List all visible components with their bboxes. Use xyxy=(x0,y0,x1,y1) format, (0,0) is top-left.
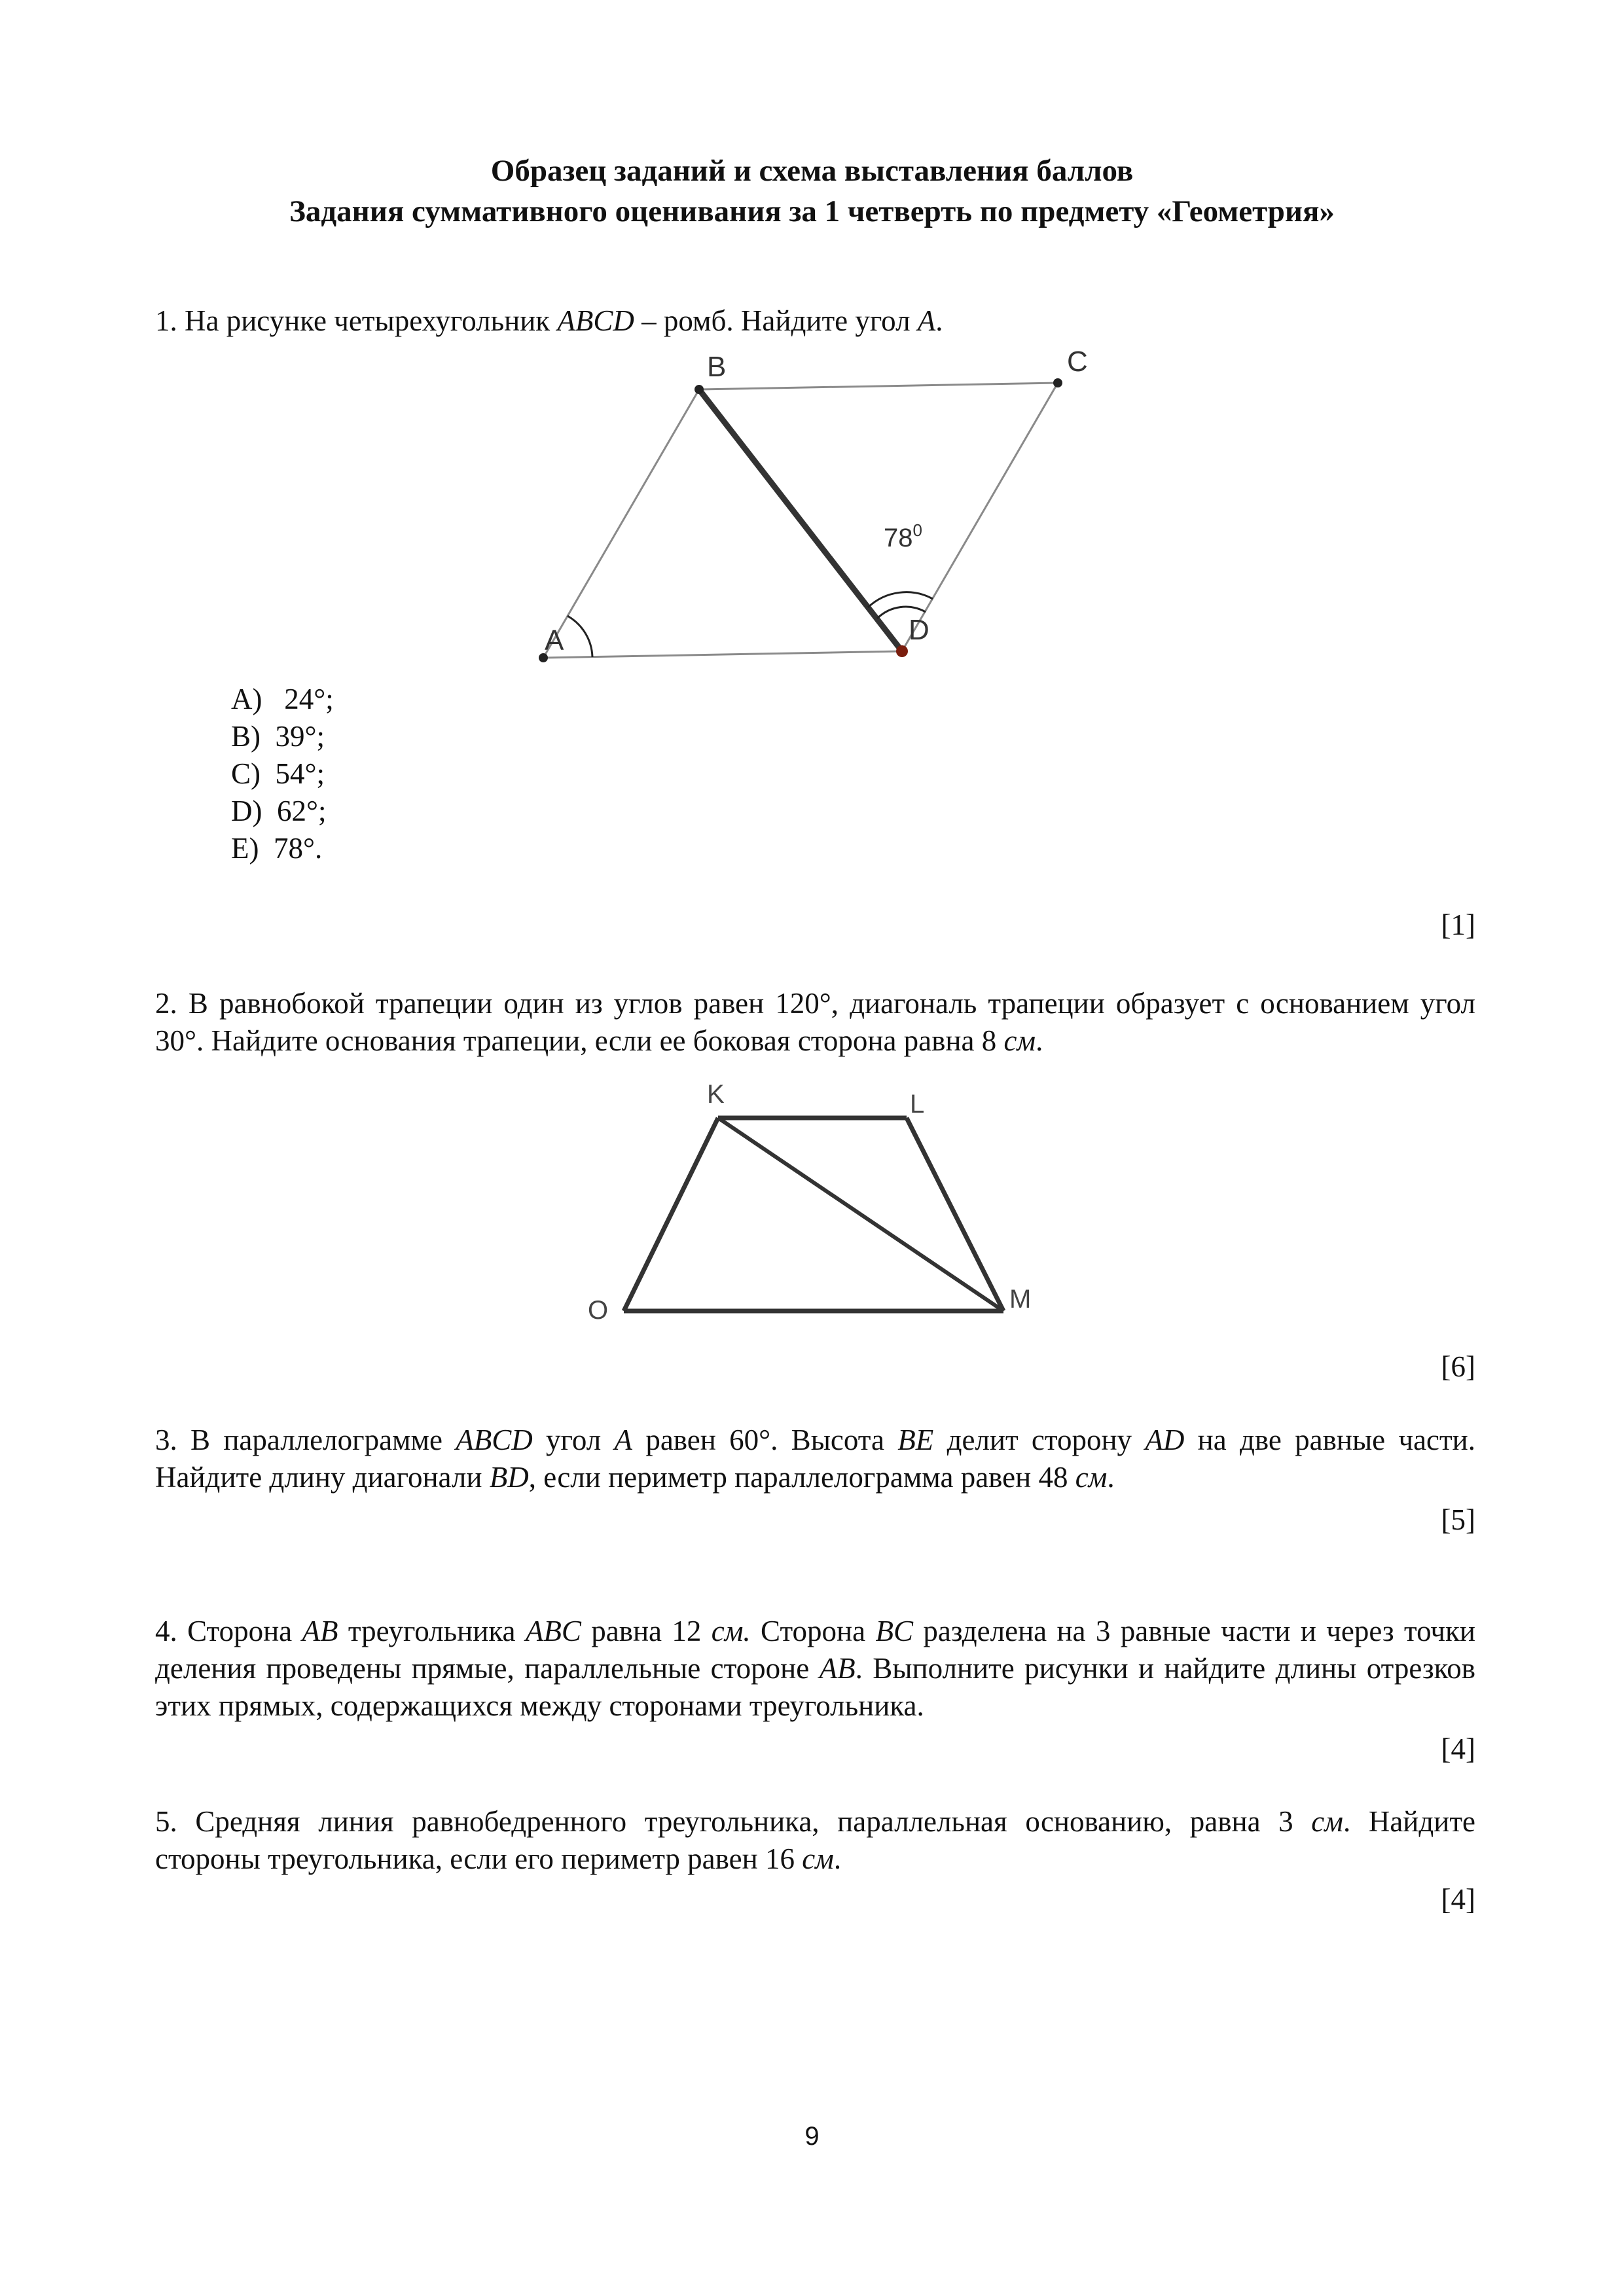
angle-a-arc xyxy=(568,616,592,657)
diagonal-bd xyxy=(699,389,902,651)
answer-option-b: B) 39°; xyxy=(231,720,325,753)
trapezoid-figure xyxy=(569,1073,1067,1322)
label-d: D xyxy=(909,614,929,646)
angle-d-arc-outer xyxy=(868,592,933,607)
task-1-score: [1] xyxy=(1441,908,1475,941)
answer-option-a: A) 24°; xyxy=(231,683,334,715)
side-ok xyxy=(624,1118,718,1311)
label-o: O xyxy=(588,1296,609,1322)
side-ab xyxy=(543,389,699,658)
task-2-text: 2. В равнобокой трапеции один из углов равен 120°, диагональ трапеции образует с основанием угол 30°. Найдите основания трапеции, если ее боковая сторона равна 8 см. xyxy=(155,987,1475,1057)
point-b xyxy=(695,385,704,394)
diagonal-km xyxy=(718,1118,1003,1311)
task-4-score: [4] xyxy=(1441,1732,1475,1765)
side-ad xyxy=(543,651,902,658)
point-c xyxy=(1053,378,1062,387)
page-subtitle: Задания суммативного оценивания за 1 четверть по предмету «Геометрия» xyxy=(289,194,1335,228)
label-b: B xyxy=(707,351,727,383)
task-3-text: 3. В параллелограмме ABCD угол A равен 60°. Высота BE делит сторону AD на две равные части. Найдите длину диагонали BD, если периметр параллелограмма равен 48 см. xyxy=(155,1424,1476,1494)
side-bc xyxy=(699,383,1058,389)
task-5-score: [4] xyxy=(1441,1883,1475,1916)
answer-option-d: D) 62°; xyxy=(231,795,327,827)
page-title: Образец заданий и схема выставления баллов xyxy=(490,154,1134,188)
side-lm xyxy=(907,1118,1003,1311)
task-4-text: 4. Сторона AB треугольника ABC равна 12 см. Сторона BC разделена на 3 равные части и через точки деления проведены прямые, параллельные стороне AB. Выполните рисунки и найдите длины отрезков этих прямых, содержащихся между сторонами треугольника. xyxy=(155,1615,1476,1722)
answer-option-c: C) 54°; xyxy=(231,757,325,790)
task-1-text: 1. На рисунке четырехугольник ABCD – ромб. Найдите угол A. xyxy=(155,304,943,337)
answer-option-e: E) 78°. xyxy=(231,832,323,865)
task-3-score: [5] xyxy=(1441,1503,1475,1536)
label-m: M xyxy=(1009,1285,1032,1314)
rhombus-figure xyxy=(511,331,1100,684)
angle-d-label: $78^0$ xyxy=(884,520,922,552)
task-5-text: 5. Средняя линия равнобедренного треугольника, параллельная основанию, равна 3 см. Найдите стороны треугольника, если его периметр равен 16 см. xyxy=(155,1805,1475,1875)
label-a: A xyxy=(545,624,564,656)
label-k: K xyxy=(707,1080,725,1109)
task-2-score: [6] xyxy=(1441,1350,1475,1383)
point-d xyxy=(896,645,908,657)
label-l: L xyxy=(910,1090,925,1119)
label-c: C xyxy=(1067,346,1088,378)
page-number: 9 xyxy=(804,2122,820,2151)
